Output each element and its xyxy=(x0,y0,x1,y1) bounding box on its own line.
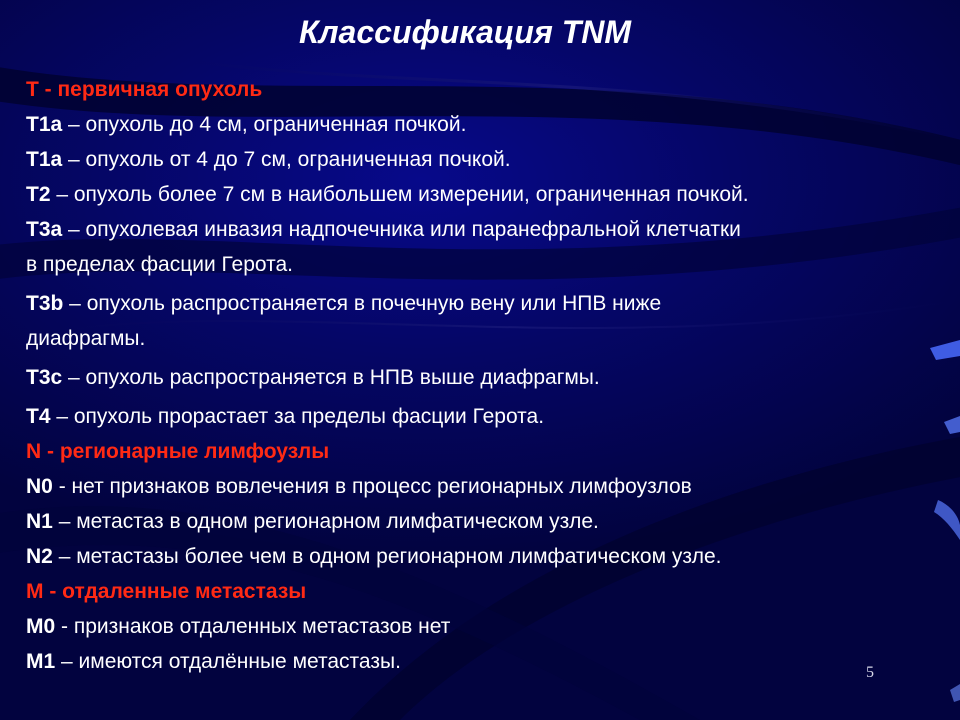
t3a-code: T3a xyxy=(26,218,63,241)
n-section-heading: N - регионарные лимфоузлы xyxy=(26,440,330,463)
t4-code: T4 xyxy=(26,405,51,428)
n2-code: N2 xyxy=(26,545,53,568)
t1a-small-item xyxy=(26,107,946,142)
t3b-description: – опухоль распространяется в почечную вену или НПВ ниже xyxy=(63,292,662,315)
m0-description: - признаков отдаленных метастазов нет xyxy=(55,615,451,638)
t4-description: – опухоль прорастает за пределы фасции Герота. xyxy=(50,405,545,428)
t3c-description: – опухоль распространяется в НПВ выше диафрагмы. xyxy=(62,366,600,389)
t1a-medium-item xyxy=(26,142,946,177)
m1-code: M1 xyxy=(26,650,56,673)
n1-item xyxy=(26,504,946,539)
slide-title: Классификация TNM xyxy=(298,14,632,50)
n0-code: N0 xyxy=(26,475,53,498)
t3b-description-continued: диафрагмы. xyxy=(26,327,146,350)
t3c-code: T3c xyxy=(26,366,63,389)
n0-description: - нет признаков вовлечения в процесс регионарных лимфоузлов xyxy=(52,475,692,498)
t3a-item xyxy=(26,212,946,247)
m1-description: – имеются отдалённые метастазы. xyxy=(55,650,401,673)
t2-description: – опухоль более 7 см в наибольшем измерении, ограниченная почкой. xyxy=(50,183,749,206)
m1-item xyxy=(26,644,946,679)
n0-item xyxy=(26,469,946,504)
m0-code: M0 xyxy=(26,615,56,638)
page-number: 5 xyxy=(866,664,874,681)
n2-description: – метастазы более чем в одном регионарном лимфатическом узле. xyxy=(52,545,722,568)
t3c-item xyxy=(26,360,946,395)
t3a-description: – опухолевая инвазия надпочечника или паранефральной клетчатки xyxy=(62,218,741,241)
t3a-description-continued: в пределах фасции Герота. xyxy=(26,253,293,276)
n1-code: N1 xyxy=(26,510,53,533)
t4-item xyxy=(26,399,946,434)
t-section-heading: Т - первичная опухоль xyxy=(26,78,263,101)
t2-item xyxy=(26,177,946,212)
t3b-code: T3b xyxy=(26,292,64,315)
t1a-code: T1a xyxy=(26,113,63,136)
t2-code: T2 xyxy=(26,183,51,206)
t1a-code: T1a xyxy=(26,148,63,171)
n1-description: – метастаз в одном регионарном лимфатическом узле. xyxy=(52,510,599,533)
t3b-item xyxy=(26,286,946,321)
n2-item xyxy=(26,539,946,574)
m0-item xyxy=(26,609,946,644)
t1a-description: – опухоль до 4 см, ограниченная почкой. xyxy=(62,113,467,136)
m-section-heading: M - отдаленные метастазы xyxy=(26,580,307,603)
tnm-content xyxy=(26,72,946,679)
t1a-description: – опухоль от 4 до 7 см, ограниченная почкой. xyxy=(62,148,511,171)
